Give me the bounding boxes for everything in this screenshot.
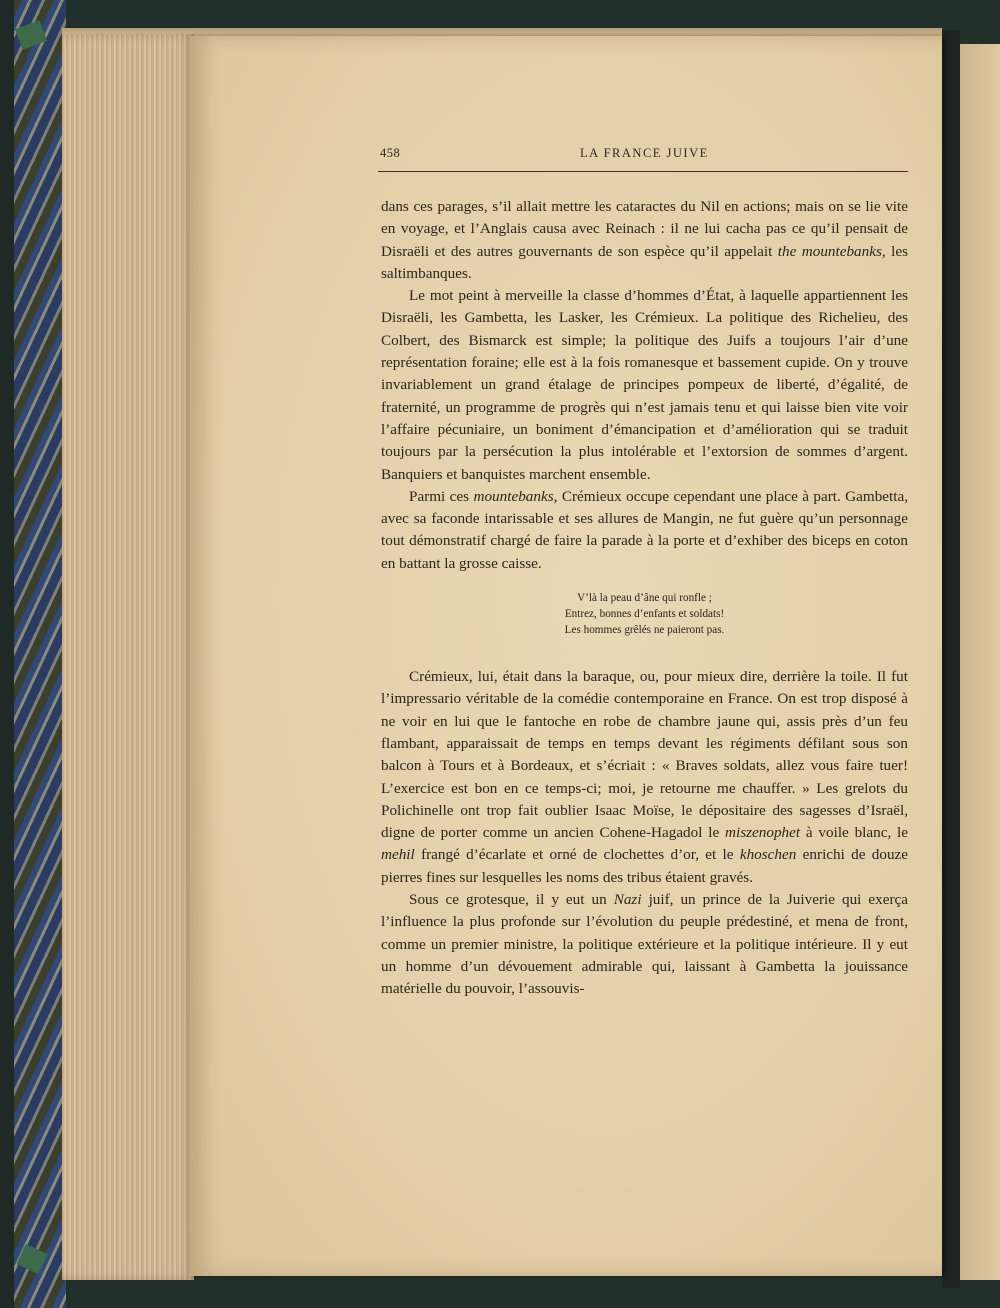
verse-line: Les hommes grêlés ne paieront pas. xyxy=(564,624,725,637)
book-cover-edge xyxy=(0,0,14,1308)
verse-line: Entrez, bonnes d’enfants et soldats! xyxy=(564,608,725,621)
paragraph-3: Parmi ces mountebanks, Crémieux occupe cependant une place à part. Gambetta, avec sa faconde intarissable et ses allures de Mangin, ne fut guère qu’un personnage tout démonstratif chargé de faire la parade à la porte et d’exhiber des biceps en coton en battant la grosse caisse. xyxy=(381,487,909,572)
page-edges-stack xyxy=(62,34,194,1280)
page-body xyxy=(381,196,908,1001)
paragraph-1: dans ces parages, s’il allait mettre les cataractes du Nil en actions; mais on se lie vite en voyage, et l’Anglais causa avec Reinach : il ne lui cacha pas ce qu’il pensait de Disraëli et des autres gouvernants de son espèce qu’il appelait the mountebanks, les saltimbanques. xyxy=(381,198,909,282)
running-title: LA FRANCE JUIVE xyxy=(580,146,709,160)
italic-term: mehil xyxy=(381,846,415,864)
header-rule xyxy=(378,171,908,172)
verse-quote xyxy=(381,590,908,638)
paragraph-2: Le mot peint à merveille la classe d’hommes d’État, à laquelle appartiennent les Disraëli, les Gambetta, les Lasker, les Crémieux. La politique des Richelieu, des Colbert, des Bismarck est simple; la politique des Juifs a toujours l’air d’une représentation foraine; elle est à la fois romanesque et bassement cupide. On y trouve invariablement un grand étalage de principes pompeux de liberté, d’égalité, de fraternité, un programme de progrès qui n’est jamais tenu et qui laisse bien vite voir l’affaire pécuniaire, un boniment d’émancipation et d’amélioration qui se traduit toujours par la persécution la plus intolérable et l’extorsion de sommes d’argent. Banquiers et banquistes marchent ensemble. xyxy=(381,287,908,483)
italic-term: khoschen xyxy=(739,846,797,864)
page-number: 458 xyxy=(380,146,401,160)
italic-term: miszenophet xyxy=(725,824,801,842)
page-gutter xyxy=(942,30,960,1288)
italic-term: the mountebanks xyxy=(777,242,882,260)
italic-term: mountebanks xyxy=(473,487,554,505)
next-page-edge xyxy=(960,44,1000,1280)
italic-term: Nazi xyxy=(613,891,642,909)
verse-line: V’là la peau d’âne qui ronfle ; xyxy=(577,592,712,605)
paragraph-5: Sous ce grotesque, il y eut un Nazi juif, un prince de la Juiverie qui exerça l’influence la plus profonde sur l’évolution du peuple prédestiné, et mena de front, comme un premier ministre, la politique extérieure et la politique intérieure. Il y eut un homme d’un dévouement admirable qui, laissant à Gambetta la jouissance matérielle du pouvoir, l’assouvis- xyxy=(381,891,909,998)
running-header xyxy=(380,146,910,166)
paragraph-4: Crémieux, lui, était dans la baraque, ou, pour mieux dire, derrière la toile. Il fut l’impressario véritable de la comédie contemporaine en France. On est trop disposé à ne voir en lui que le fantoche en robe de chambre jaune qui, assis près d’un feu flambant, apparaissait de temps en temps devant les régiments défilant sous son balcon à Tours et à Bordeaux, et s’écriait : « Braves soldats, allez vous faire tuer! L’exercice est bon en ce temps-ci; moi, je retourne me chauffer. » Les grelots du Polichinelle ont trop fait oublier Isaac Moïse, le dépositaire des sagesses d’Israël, digne de porter comme un ancien Cohene-Hagadol le miszenophet à voile blanc, le mehil frangé d’écarlate et orné de clochettes d’or, et le khoschen enrichi de douze pierres fines sur lesquelles les noms des tribus étaient gravés. xyxy=(381,668,909,886)
